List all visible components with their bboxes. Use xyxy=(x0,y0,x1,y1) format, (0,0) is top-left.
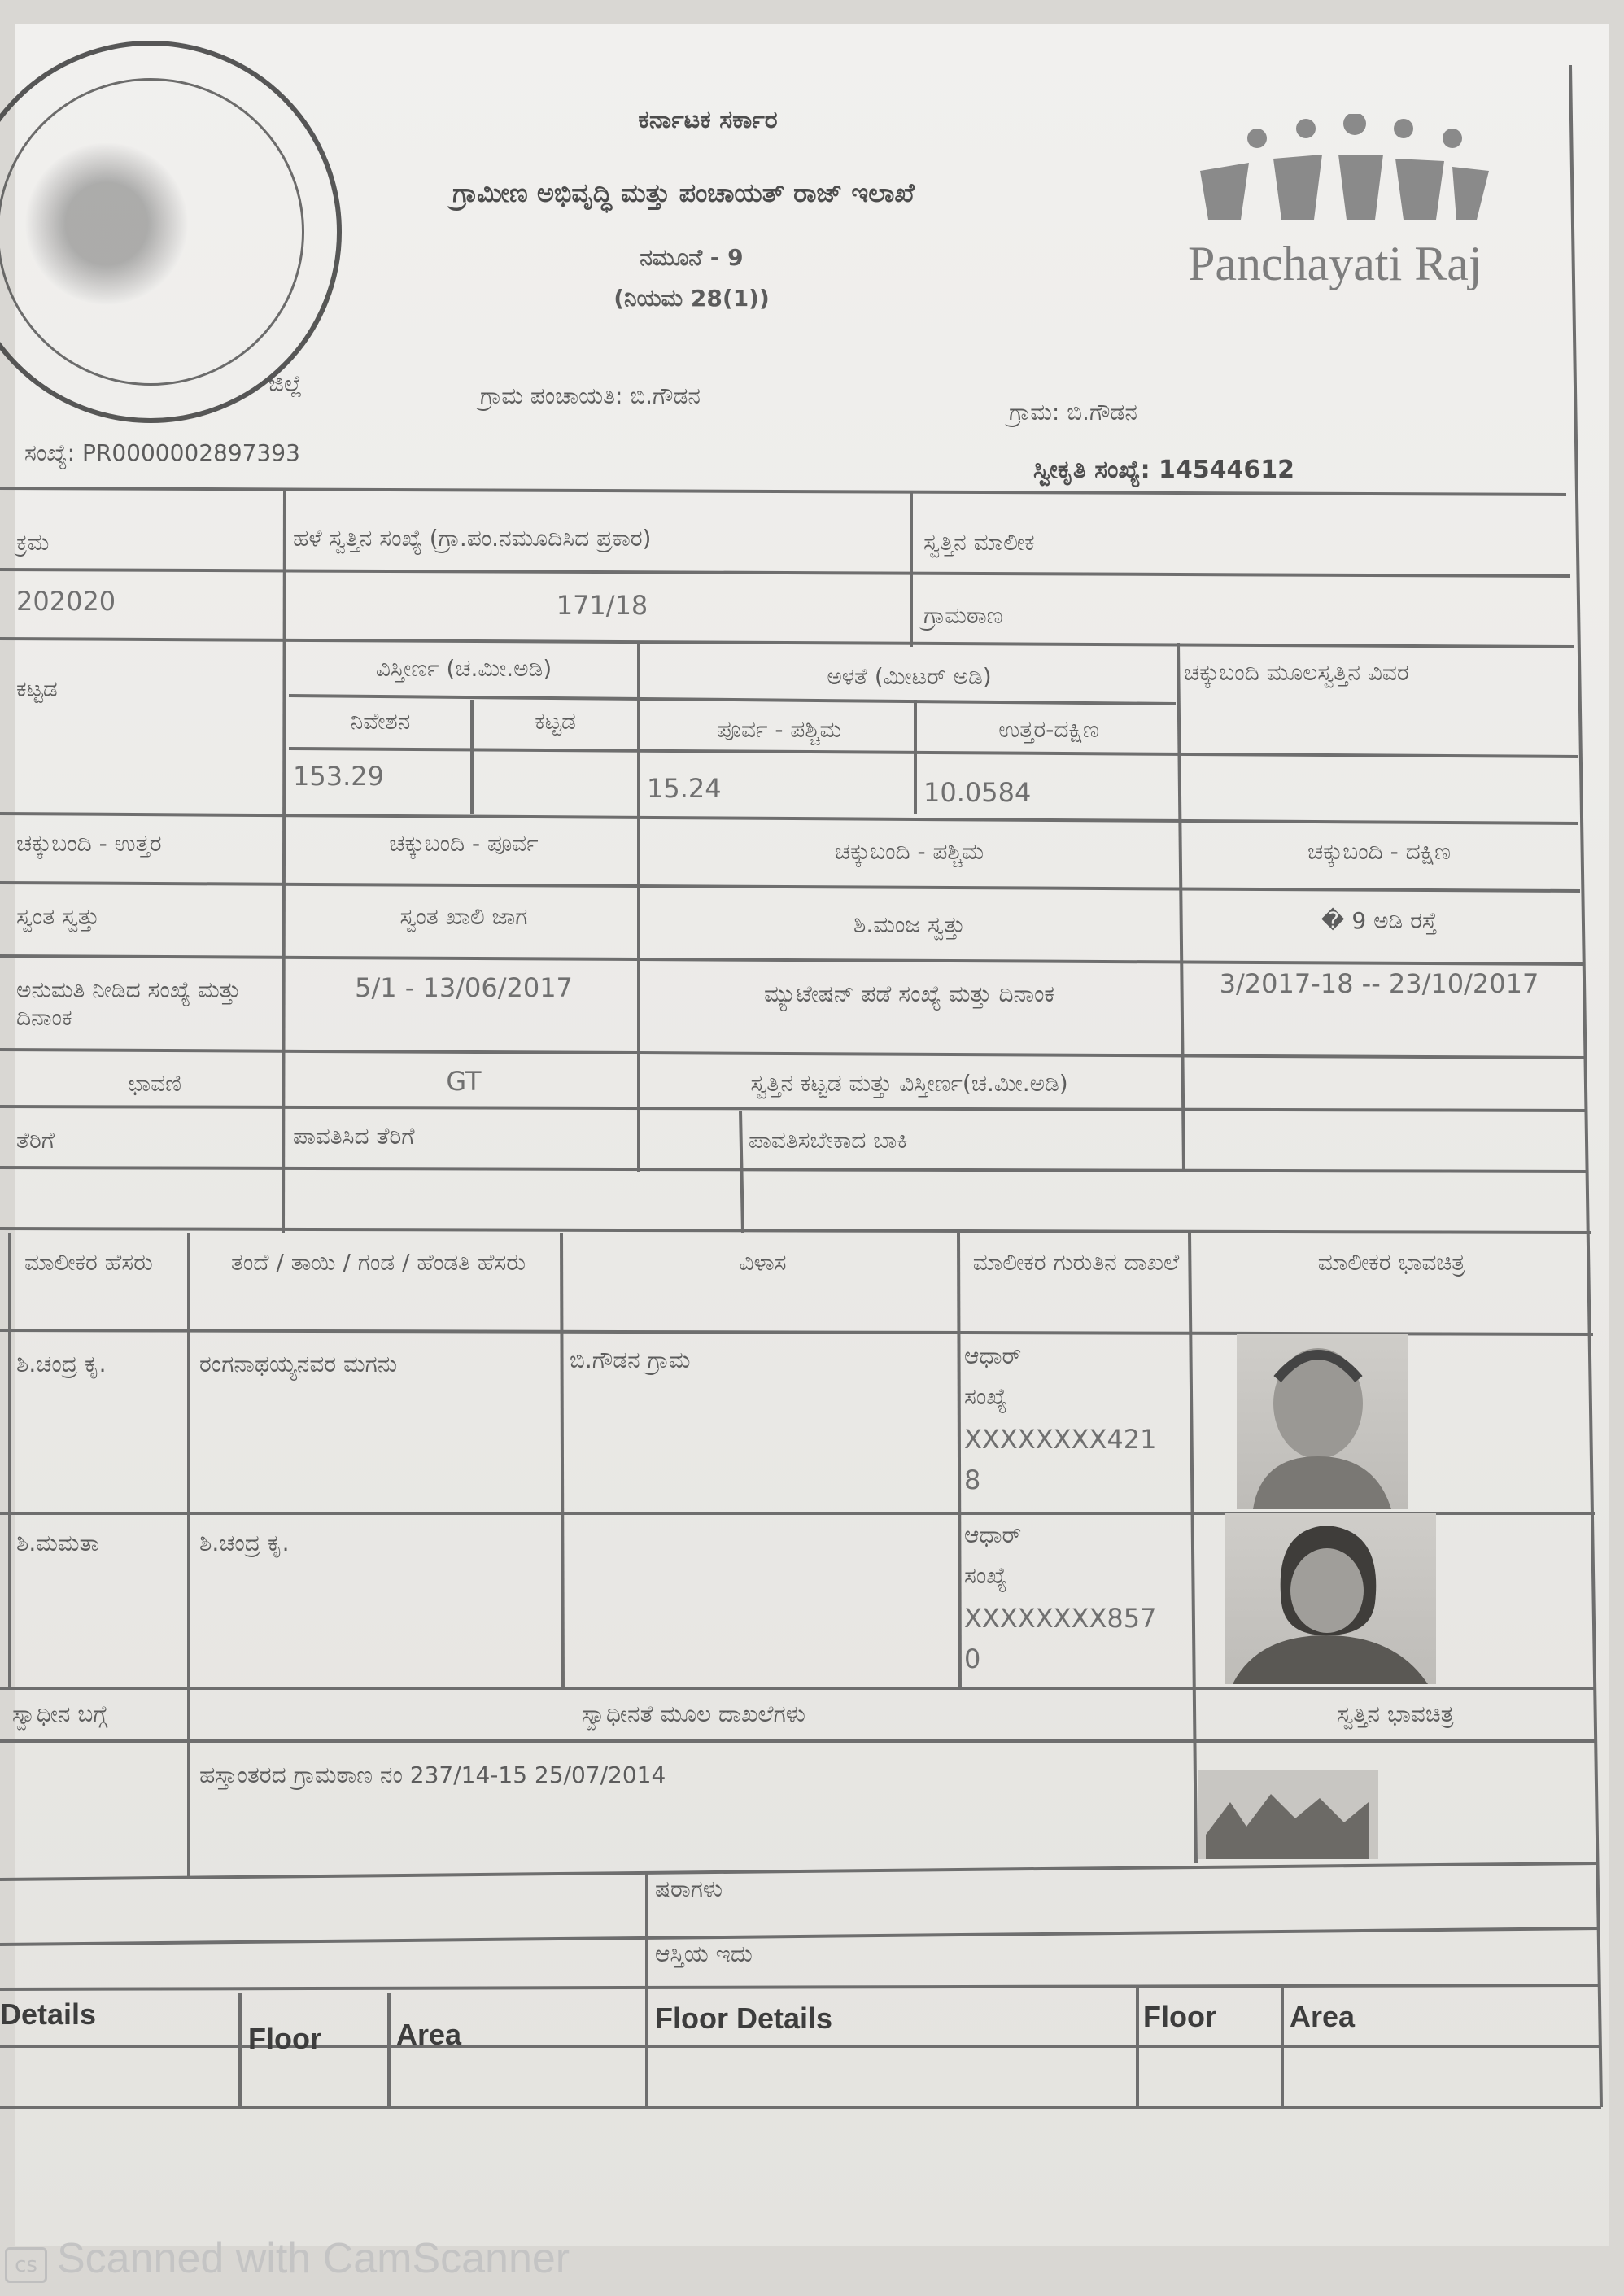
north-boundary-label: ಚಕ್ಕುಬಂದಿ - ಉತ್ತರ xyxy=(16,830,162,857)
property-type-value: ಗ್ರಾಮಠಾಣ xyxy=(923,602,1003,629)
acquisition-docs-header: ಸ್ವಾಧೀನತೆ ಮೂಲ ದಾಖಲೆಗಳು xyxy=(582,1700,805,1727)
south-boundary-value: � 9 ಅಡಿ ರಸ್ತೆ xyxy=(1321,907,1438,934)
owner-1-photo xyxy=(1237,1334,1408,1509)
serial-label: ಕ್ರಮ xyxy=(16,529,50,556)
site-area-value: 153.29 xyxy=(293,761,384,792)
east-west-value: 15.24 xyxy=(647,773,722,804)
south-boundary-label: ಚಕ್ಕುಬಂದಿ - ದಕ್ಷಿಣ xyxy=(1307,838,1452,865)
licence-value: 5/1 - 13/06/2017 xyxy=(355,972,573,1003)
form-number: ನಮೂನೆ - 9 xyxy=(640,244,744,271)
person-icon xyxy=(1225,1513,1436,1684)
district-label: ಜಿಲ್ಲೆ xyxy=(268,370,303,397)
left-area-label: Area xyxy=(396,2018,462,2051)
acknowledgement-number: ಸ್ವೀಕೃತಿ ಸಂಖ್ಯೆ: 14544612 xyxy=(1033,456,1295,484)
mutation-value: 3/2017-18 -- 23/10/2017 xyxy=(1219,968,1539,999)
owner-2-id-number: XXXXXXXX857 xyxy=(964,1603,1157,1634)
old-property-number-value: 171/18 xyxy=(556,590,648,621)
panchayati-raj-logo-text: Panchayati Raj xyxy=(1188,237,1482,290)
right-floor-label: Floor xyxy=(1143,2000,1216,2033)
acquisition-label: ಸ್ವಾಧೀನ ಬಗ್ಗೆ xyxy=(12,1700,108,1727)
east-boundary-label: ಚಕ್ಕುಬಂದಿ - ಪೂರ್ವ xyxy=(389,830,539,857)
right-floor-details-label: Floor Details xyxy=(655,2001,833,2035)
row-label-tax: ತೆರಿಗೆ xyxy=(16,1127,55,1154)
owner-address-header: ವಿಳಾಸ xyxy=(739,1249,787,1276)
owner-photo-header: ಮಾಲೀಕರ ಭಾವಚಿತ್ರ xyxy=(1317,1249,1465,1276)
site-area-label: ನಿವೇಶನ xyxy=(350,708,411,735)
boundary-header: ಚಕ್ಕುಬಂದಿ ಮೂಲಸ್ವತ್ತಿನ ವಿವರ xyxy=(1184,659,1409,686)
building-area-header: ಸ್ವತ್ತಿನ ಕಟ್ಟಡ ಮತ್ತು ವಿಸ್ತೀರ್ಣ(ಚ.ಮೀ.ಅಡಿ) xyxy=(750,1070,1068,1097)
east-west-label: ಪೂರ್ವ - ಪಶ್ಚಿಮ xyxy=(716,716,842,743)
header-department: ಗ್ರಾಮೀಣ ಅಭಿವೃದ್ಧಿ ಮತ್ತು ಪಂಚಾಯತ್ ರಾಜ್ ಇಲಾಖೆ xyxy=(452,177,915,208)
owner-2-relation: ಶಿ.ಚಂದ್ರ ಕೃ. xyxy=(199,1530,290,1556)
person-icon xyxy=(1237,1334,1408,1509)
owner-2-id-type: ಆಧಾರ್ xyxy=(964,1521,1022,1548)
owner-1-name: ಶಿ.ಚಂದ್ರ ಕೃ. xyxy=(16,1351,107,1377)
owner-2-id-tail: 0 xyxy=(964,1643,981,1674)
owner-1-relation: ರಂಗನಾಥಯ್ಯನವರ ಮಗನು xyxy=(199,1351,398,1377)
west-boundary-label: ಚಕ್ಕುಬಂದಿ - ಪಶ್ಚಿಮ xyxy=(834,838,984,865)
property-photo-header: ಸ್ವತ್ತಿನ ಭಾವಚಿತ್ರ xyxy=(1337,1700,1454,1727)
owner-name-header: ಮಾಲೀಕರ ಹೆಸರು xyxy=(24,1249,153,1276)
dimensions-header: ಅಳತೆ (ಮೀಟರ್ ಅಡಿ) xyxy=(827,663,992,690)
right-area-label: Area xyxy=(1290,2000,1356,2033)
village-name: ಗ್ರಾಮ: ಬಿ.ಗೌಡನ xyxy=(1009,399,1137,426)
licence-label: ಅನುಮತಿ ನೀಡಿದ ಸಂಖ್ಯೆ ಮತ್ತು ದಿನಾಂಕ xyxy=(16,976,241,1031)
owner-2-id-label: ಸಂಖ್ಯೆ xyxy=(964,1562,1007,1589)
form-rule: (ನಿಯಮ 28(1)) xyxy=(613,285,770,312)
west-boundary-value: ಶಿ.ಮಂಜ ಸ್ವತ್ತು xyxy=(853,911,965,938)
area-header: ವಿಸ್ತೀರ್ಣ (ಚ.ಮೀ.ಅಡಿ) xyxy=(375,655,552,682)
remarks-value: ಆಸ್ತಿಯ ಇದು xyxy=(655,1940,753,1967)
remarks-header: ಷರಾಗಳು xyxy=(655,1875,723,1902)
east-boundary-value: ಸ್ವಂತ ಖಾಲಿ ಜಾಗ xyxy=(399,903,528,930)
header-government: ಕರ್ನಾಟಕ ಸರ್ಕಾರ xyxy=(638,106,778,134)
grama-panchayat: ಗ್ರಾಮ ಪಂಚಾಯತಿ: ಬಿ.ಗೌಡನ xyxy=(480,382,701,409)
owner-1-id-type: ಆಧಾರ್ xyxy=(964,1342,1022,1369)
owner-2-photo xyxy=(1225,1513,1436,1684)
left-floor-label: Floor xyxy=(248,2022,321,2055)
camscanner-logo-icon: cs xyxy=(5,2247,47,2283)
owner-relation-header: ತಂದೆ / ತಾಯಿ / ಗಂಡ / ಹೆಂಡತಿ ಹೆಸರು xyxy=(231,1249,526,1276)
owner-1-id-label: ಸಂಖ್ಯೆ xyxy=(964,1383,1007,1410)
owner-1-id-number: XXXXXXXX421 xyxy=(964,1424,1157,1455)
owner-1-id-tail: 8 xyxy=(964,1464,981,1495)
roof-value: GT xyxy=(446,1066,482,1097)
old-property-number-label: ಹಳೆ ಸ್ವತ್ತಿನ ಸಂಖ್ಯೆ (ಗ್ರಾ.ಪಂ.ನಮೂದಿಸಿದ ಪ್ರಕಾರ) xyxy=(293,525,652,552)
north-south-value: 10.0584 xyxy=(923,777,1032,808)
north-boundary-value: ಸ್ವಂತ ಸ್ವತ್ತು xyxy=(16,903,100,930)
camscanner-watermark: Scanned with CamScanner xyxy=(57,2235,570,2282)
acquisition-docs-value: ಹಸ್ತಾಂತರದ ಗ್ರಾಮಠಾಣ ನಂ 237/14-15 25/07/2014 xyxy=(199,1761,666,1788)
property-id: ಸಂಖ್ಯೆ: PR0000002897393 xyxy=(24,439,300,466)
building-area-label: ಕಟ್ಟಡ xyxy=(535,708,576,735)
north-south-label: ಉತ್ತರ-ದಕ್ಷಿಣ xyxy=(998,716,1099,743)
row-label-area: ಕಟ್ಟಡ xyxy=(16,675,58,702)
property-photo-thumbnail xyxy=(1198,1770,1378,1859)
left-floor-details-label: Details xyxy=(0,1997,97,2031)
owner-id-header: ಮಾಲೀಕರ ಗುರುತಿನ ದಾಖಲೆ xyxy=(972,1249,1180,1276)
owner-1-address: ಬಿ.ಗೌಡನ ಗ್ರಾಮ xyxy=(570,1347,691,1373)
tax-paid-label: ಪಾವತಿಸಿದ ತೆರಿಗೆ xyxy=(293,1123,415,1150)
tax-due-label: ಪಾವತಿಸಬೇಕಾದ ಬಾಕಿ xyxy=(749,1127,908,1154)
owner-2-name: ಶಿ.ಮಮತಾ xyxy=(16,1530,100,1556)
roof-label: ಛಾವಣಿ xyxy=(128,1070,181,1097)
serial-value: 202020 xyxy=(16,586,116,617)
mutation-label: ಮ್ಯುಟೇಷನ್ ಪಡೆ ಸಂಖ್ಯೆ ಮತ್ತು ದಿನಾಂಕ xyxy=(763,980,1055,1007)
property-owner-label: ಸ್ವತ್ತಿನ ಮಾಲೀಕ xyxy=(923,529,1035,556)
